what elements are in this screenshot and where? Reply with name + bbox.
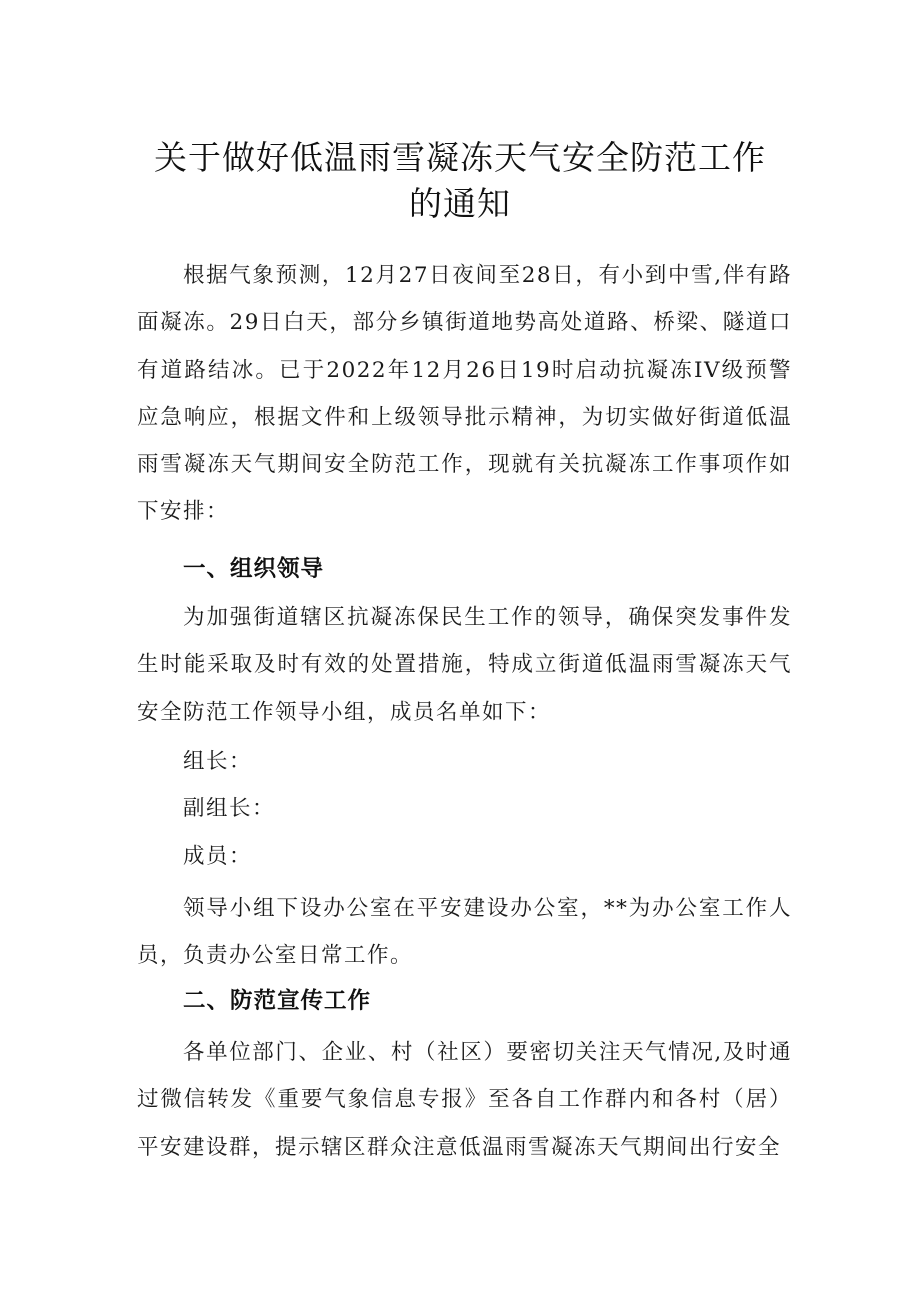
document-title-line-2: 的通知: [409, 184, 511, 223]
document-title-line-1: 关于做好低温雨雪凝冻天气安全防范工作: [154, 138, 766, 177]
deputy-leader-label: 副组长：: [183, 796, 276, 821]
office-paragraph: 领导小组下设办公室在平安建设办公室，**为办公室工作人员，负责办公室日常工作。: [137, 896, 792, 969]
section-2-paragraph: 各单位部门、企业、村（社区）要密切关注天气情况,及时通过微信转发《重要气象信息专报》至各自工作群内和各村（居）平安建设群，提示辖区群众注意低温雨雪凝冻天气期间出行安全: [137, 1040, 792, 1160]
section-2-heading: 二、防范宣传工作: [183, 988, 372, 1014]
leader-label: 组长：: [183, 749, 253, 774]
members-label: 成员：: [183, 844, 253, 869]
section-1-heading: 一、组织领导: [183, 556, 325, 582]
intro-paragraph: 根据气象预测，12月27日夜间至28日，有小到中雪,伴有路面凝冻。29日白天，部分乡镇街道地势高处道路、桥梁、隧道口有道路结冰。已于2022年12月26日19时启动抗凝冻IV级预警应急响应，根据文件和上级领导批示精神，为切实做好街道低温雨雪凝冻天气期间安全防范工作，现就有关抗凝冻工作事项作如下安排：: [137, 263, 792, 525]
section-1-paragraph: 为加强街道辖区抗凝冻保民生工作的领导，确保突发事件发生时能采取及时有效的处置措施，特成立街道低温雨雪凝冻天气安全防范工作领导小组，成员名单如下：: [137, 605, 792, 725]
